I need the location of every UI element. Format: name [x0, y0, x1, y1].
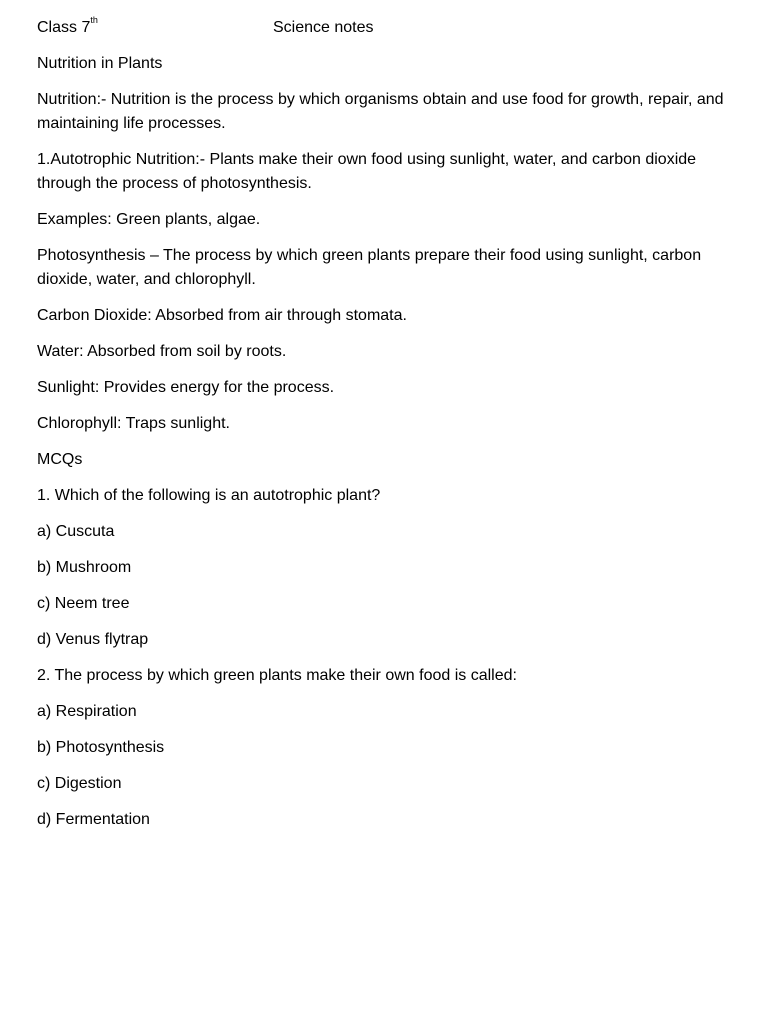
question-1-option-c: c) Neem tree [37, 595, 130, 612]
question-2-option-b: b) Photosynthesis [37, 739, 165, 756]
header-line [37, 16, 737, 40]
photosynthesis-definition: Photosynthesis – The process by which green plants prepare their food using sunlight, carbon dioxide, water, and chlorophyll. [37, 247, 702, 288]
question-1-option-d: d) Venus flytrap [37, 631, 149, 648]
class-superscript: th [90, 14, 98, 25]
autotrophic-definition: 1.Autotrophic Nutrition:- Plants make their own food using sunlight, water, and carbon dioxide through the process of photosynthesis. [37, 151, 697, 192]
mcq-heading: MCQs [37, 451, 83, 468]
question-1-option-a: a) Cuscuta [37, 523, 115, 540]
document-page [37, 16, 737, 844]
examples-line: Examples: Green plants, algae. [37, 211, 261, 228]
sunlight-line: Sunlight: Provides energy for the process. [37, 379, 335, 396]
carbon-dioxide-line: Carbon Dioxide: Absorbed from air through stomata. [37, 307, 407, 324]
class-label: Class 7th [37, 14, 98, 36]
question-1-option-b: b) Mushroom [37, 559, 132, 576]
question-2-option-c: c) Digestion [37, 775, 122, 792]
chlorophyll-line: Chlorophyll: Traps sunlight. [37, 415, 230, 432]
nutrition-definition: Nutrition:- Nutrition is the process by which organisms obtain and use food for growth, repair, and maintaining life processes. [37, 91, 724, 132]
question-2-option-a: a) Respiration [37, 703, 137, 720]
question-1: 1. Which of the following is an autotrophic plant? [37, 487, 381, 504]
subject-title: Science notes [273, 19, 374, 36]
water-line: Water: Absorbed from soil by roots. [37, 343, 287, 360]
question-2: 2. The process by which green plants make their own food is called: [37, 667, 517, 684]
topic-title: Nutrition in Plants [37, 55, 163, 72]
question-2-option-d: d) Fermentation [37, 811, 150, 828]
